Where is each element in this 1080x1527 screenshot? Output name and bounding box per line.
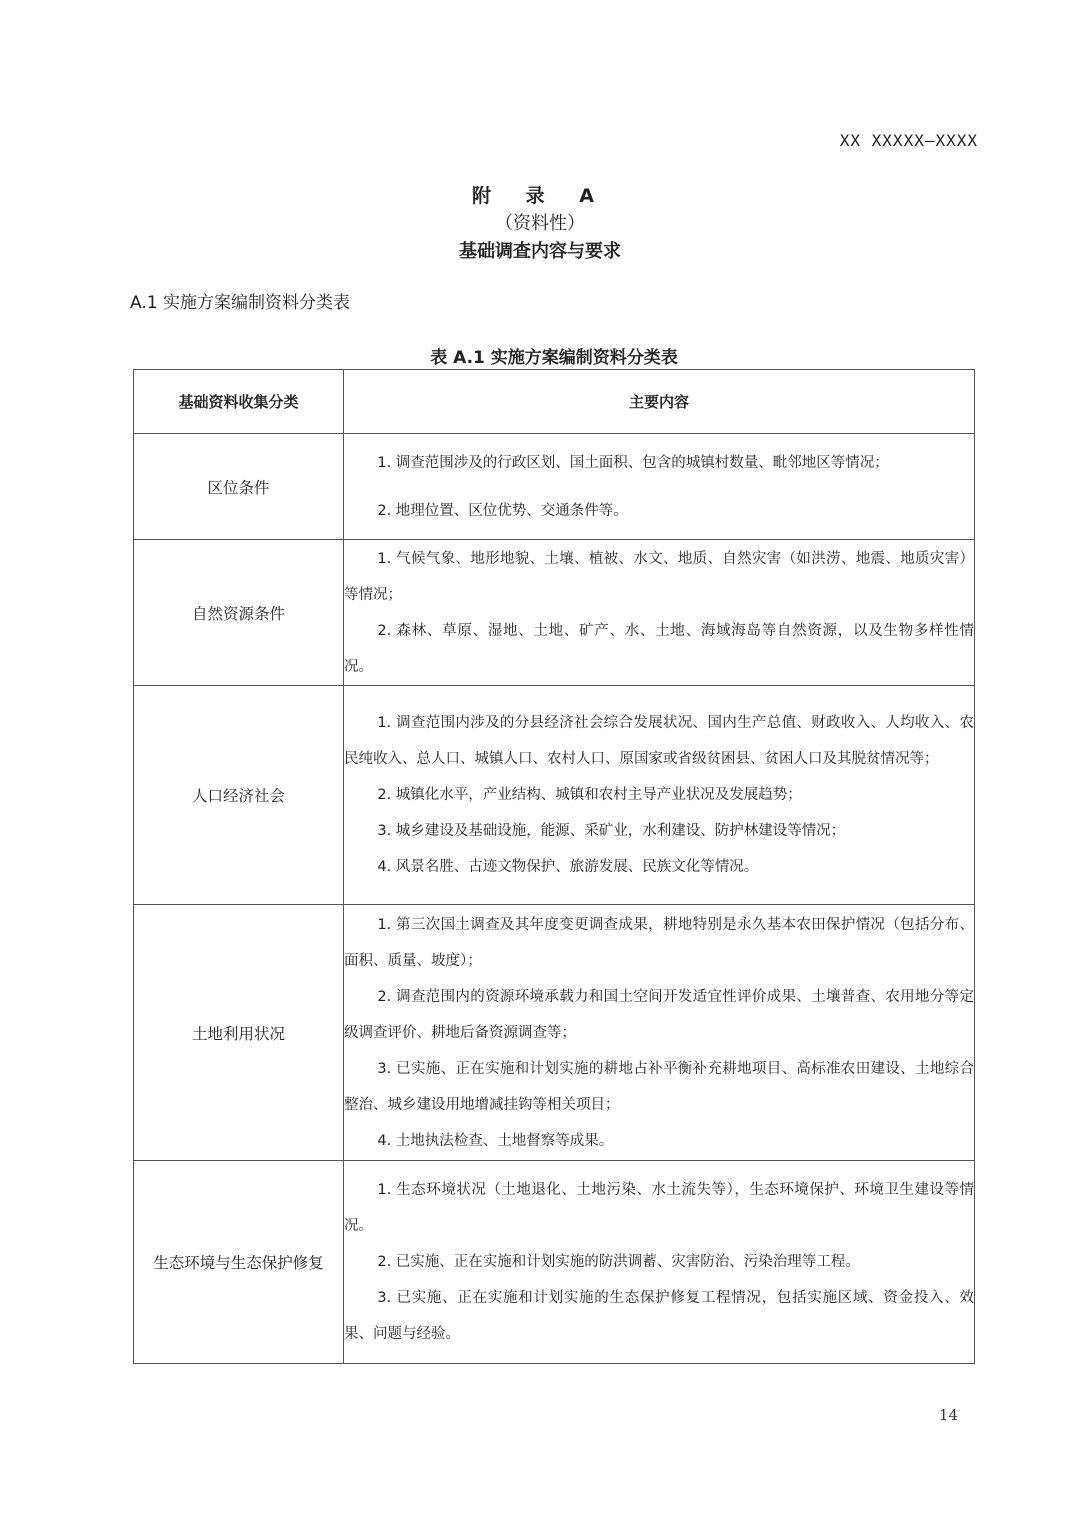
content-item: 2. 城镇化水平，产业结构、城镇和农村主导产业状况及发展趋势； — [377, 787, 802, 803]
content-item: 2. 森林、草原、湿地、土地、矿产、水、土地、海域海岛等自然资源，以及生物多样性情况。 — [344, 622, 974, 675]
row-content — [344, 540, 975, 686]
document-code: XX XXXXX—XXXX — [839, 131, 978, 150]
content-item: 1. 气候气象、地形地貌、土壤、植被、水文、地质、自然灾害（如洪涝、地震、地质灾害）等情况； — [344, 550, 974, 603]
table-row — [134, 905, 975, 1161]
page-number: 14 — [938, 1406, 958, 1424]
content-item: 1. 调查范围内涉及的分县经济社会综合发展状况、国内生产总值、财政收入、人均收入、农民纯收入、总人口、城镇人口、农村人口、原国家或省级贫困县、贫困人口及其脱贫情况等； — [344, 715, 974, 767]
classification-table — [133, 369, 975, 1364]
appendix-nature: （资料性） — [495, 213, 585, 234]
content-item: 4. 风景名胜、古迹文物保护、旅游发展、民族文化等情况。 — [377, 859, 759, 875]
content-item: 2. 地理位置、区位优势、交通条件等。 — [377, 502, 628, 519]
content-item: 2. 已实施、正在实施和计划实施的防洪调蓄、灾害防治、污染治理等工程。 — [377, 1254, 860, 1270]
row-category: 区位条件 — [134, 434, 344, 540]
row-content — [344, 686, 975, 905]
header-category: 基础资料收集分类 — [134, 370, 344, 434]
content-item: 4. 土地执法检查、土地督察等成果。 — [377, 1132, 614, 1149]
row-category: 土地利用状况 — [134, 905, 344, 1161]
row-category: 生态环境与生态保护修复 — [134, 1161, 344, 1364]
row-content — [344, 905, 975, 1161]
header-content: 主要内容 — [344, 370, 975, 434]
row-category: 人口经济社会 — [134, 686, 344, 905]
table-row — [134, 686, 975, 905]
table-row — [134, 540, 975, 686]
table-row — [134, 1161, 975, 1364]
row-content — [344, 1161, 975, 1364]
row-category: 自然资源条件 — [134, 540, 344, 686]
content-item: 3. 城乡建设及基础设施，能源、采矿业，水利建设、防护林建设等情况； — [377, 823, 846, 839]
content-item: 1. 生态环境状况（土地退化、土地污染、水土流失等），生态环境保护、环境卫生建设等情况。 — [344, 1182, 974, 1234]
appendix-subject: 基础调查内容与要求 — [459, 241, 621, 262]
content-item: 2. 调查范围内的资源环境承载力和国土空间开发适宜性评价成果、土壤普查、农用地分等定级调查评价、耕地后备资源调查等； — [344, 988, 974, 1041]
appendix-title: 附 录 A — [472, 185, 608, 207]
table-caption: 表 A.1 实施方案编制资料分类表 — [430, 348, 678, 368]
content-item: 3. 已实施、正在实施和计划实施的生态保护修复工程情况，包括实施区域、资金投入、效果、问题与经验。 — [344, 1290, 974, 1342]
content-item: 1. 调查范围涉及的行政区划、国土面积、包含的城镇村数量、毗邻地区等情况； — [377, 454, 889, 471]
content-item: 1. 第三次国土调查及其年度变更调查成果，耕地特别是永久基本农田保护情况（包括分布、面积、质量、坡度）； — [344, 916, 974, 969]
section-heading: A.1 实施方案编制资料分类表 — [130, 293, 350, 313]
row-content — [344, 434, 975, 540]
content-item: 3. 已实施、正在实施和计划实施的耕地占补平衡补充耕地项目、高标准农田建设、土地综合整治、城乡建设用地增减挂钩等相关项目； — [344, 1060, 974, 1113]
table-row — [134, 434, 975, 540]
table-header-row — [134, 370, 975, 434]
